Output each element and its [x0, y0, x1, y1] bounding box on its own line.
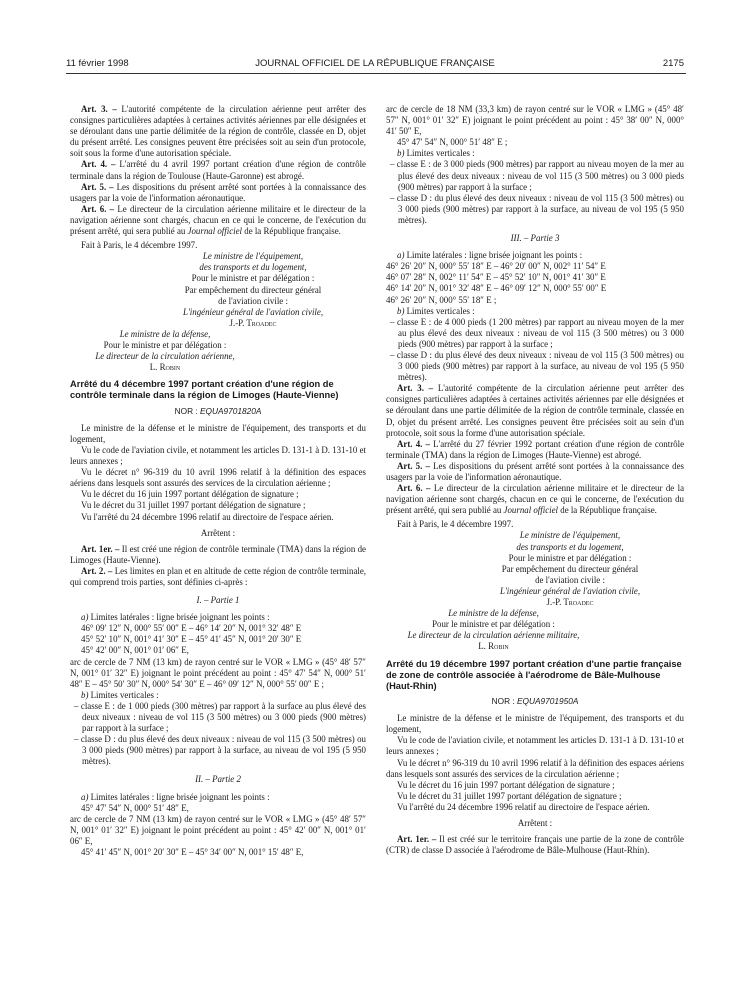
- class-d-limit: – classe D : du plus élevé des deux niveaux : niveau de vol 115 (3 500 mètres) ou 3 000 pieds (900 mètres) par rapport à la surface, au niveau de vol 195 (5 950 mètres).: [390, 192, 684, 225]
- right-column: [386, 104, 684, 856]
- arretent: Arrêtent :: [517, 818, 553, 829]
- visa: Vu le décret du 16 juin 1997 portant délégation de signature ;: [81, 489, 299, 500]
- lateral-limits: a) Limites latérales : ligne brisée joignant les points :: [81, 791, 270, 802]
- coordinates: 46° 07′ 28″ N, 002° 11′ 54″ E – 45° 52′ 10″ N, 001° 41′ 30″ E: [386, 272, 606, 283]
- article-1: Art. 1er. – Il est créé une région de contrôle terminale (TMA) dans la région de Limoges (Haute-Vienne).: [70, 543, 366, 565]
- class-e-limit: – classe E : de 3 000 pieds (900 mètres) par rapport au niveau moyen de la mer au plus élevé des deux niveaux : niveau de vol 115 (3 500 mètres) ou 3 000 pieds (900 mètres) par rapport à la surface ;: [390, 159, 684, 192]
- nor-reference: NOR : EQUA9701820A: [174, 405, 262, 416]
- class-d-limit: – classe D : du plus élevé des deux niveaux : niveau de vol 115 (3 500 mètres) ou 3 000 pieds (900 mètres) par rapport à la surface, au niveau de vol 195 (5 950 mètres).: [74, 734, 366, 767]
- visa: Vu le code de l'aviation civile, et notamment les articles D. 131-1 à D. 131-10 et leurs annexes ;: [70, 444, 366, 467]
- signature-block-defense: Le ministre de la défense, Pour le ministre et par délégation : Le directeur de la circulation aérienne, L. Robin: [95, 328, 235, 373]
- class-d-limit: – classe D : du plus élevé des deux niveaux : niveau de vol 115 (3 500 mètres) ou 3 000 pieds (900 mètres) par rapport à la surface, au niveau de vol 195 (5 950 mètres).: [390, 349, 684, 383]
- coordinates: 45° 52′ 10″ N, 001° 41′ 30″ E – 45° 41′ 45″ N, 001° 20′ 30″ E: [81, 634, 302, 645]
- page-number: 2175: [662, 58, 684, 69]
- page-header: [66, 58, 684, 72]
- lateral-limits: a) Limite latérales : ligne brisée joignant les points :: [397, 250, 583, 261]
- vertical-limits: b) Limites verticales :: [81, 689, 159, 700]
- preamble: Le ministre de la défense et le ministre de l'équipement, des transports et du logement,: [70, 422, 366, 444]
- class-e-limit: – classe E : de 4 000 pieds (1 200 mètres) par rapport au niveau moyen de la mer au plus élevé des deux niveaux : niveau de vol 115 (3 500 mètres) ou 3 000 pieds (900 mètres) par rapport à la surface ;: [390, 316, 684, 349]
- coordinates: 46° 26′ 20″ N, 000° 55′ 18″ E – 46° 20′ 00″ N, 002° 11′ 54″ E: [386, 261, 606, 272]
- visa: Vu le décret n° 96-319 du 10 avril 1996 relatif à la définition des espaces aériens dans lesquels sont assurés des services de la circulation aérienne ;: [70, 467, 366, 489]
- left-column: [70, 104, 366, 858]
- visa: Vu le code de l'aviation civile, et notamment les articles D. 131-1 à D. 131-10 et leurs annexes ;: [386, 735, 684, 757]
- article-6: Art. 6. – Le directeur de la circulation aérienne militaire et le directeur de la navigation aérienne sont chargés, chacun en ce qui le concerne, de l'exécution du présent arrêté, qui sera publié au Journal officiel de la République française.: [70, 203, 366, 237]
- signature-block-defense: Le ministre de la défense, Pour le ministre et par délégation : Le directeur de la circulation aérienne militaire, L. Robin: [407, 608, 580, 652]
- signature-block-equipment: Le ministre de l'équipement, des transports et du logement, Pour le ministre et par délégation : Par empêchement du directeur général de l'aviation civile : L'ingénieur général de l'aviation civile, J.-P. Troadec: [182, 251, 324, 328]
- vertical-limits: b) Limites verticales :: [397, 148, 475, 159]
- arc-description: arc de cercle de 7 NM (13 km) de rayon centré sur le VOR « LMG » (45° 48′ 57″ N, 001° 01′ 32″ E) joignant le point précédent au point : 45° 47′ 54″ N, 000° 51′ 48″ E – 45° 50′ 30″ N, 000° 54′ 30″ E – 46° 09′ 12″ N, 000° 55′ 00″ E ;: [70, 656, 366, 689]
- visa: Vu le décret du 31 juillet 1997 portant délégation de signature ;: [397, 790, 622, 801]
- lateral-limits: a) Limites latérales : ligne brisée joignant les points :: [81, 612, 270, 623]
- vertical-limits: b) Limites verticales :: [397, 305, 475, 316]
- article-4: Art. 4. – L'arrêté du 27 février 1992 portant création d'une région de contrôle terminale (TMA) dans la région de Limoges (Haute-Vienne) est abrogé.: [386, 438, 685, 460]
- arc-description: arc de cercle de 7 NM (13 km) de rayon centré sur le VOR « LMG » (45° 48′ 57″ N, 001° 01′ 32″ E) joignant le point précédent au point : 45° 42′ 00″ N, 001° 01′ 06″ E,: [70, 813, 366, 846]
- visa: Vu l'arrêté du 24 décembre 1996 relatif au directoire de l'espace aérien.: [81, 511, 334, 522]
- section-heading: III. – Partie 3: [510, 233, 560, 244]
- visa: Vu l'arrêté du 24 décembre 1996 relatif au directoire de l'espace aérien.: [397, 801, 650, 812]
- section-heading: I. – Partie 1: [196, 595, 240, 606]
- coordinates: 46° 09′ 12″ N, 000° 55′ 00″ E – 46° 14′ 20″ N, 001° 32′ 48″ E: [81, 623, 302, 634]
- coordinates: 46° 14′ 20″ N, 001° 32′ 48″ E – 46° 09′ 12″ N, 000° 55′ 00″ E: [386, 283, 607, 294]
- article-3: Art. 3. – L'autorité compétente de la circulation aérienne peut arrêter des consignes particulières adaptées à certaines activités aériennes par elle désignées et se déroulant dans une partie délimitée de la région de contrôle, classée en D, objet du présent arrêté. Les consignes peuvent être précisées soit au sein d'un protocole, soit sous la forme d'une autorisation spéciale.: [70, 104, 366, 159]
- visa: Vu le décret n° 96-319 du 10 avril 1996 relatif à la définition des espaces aériens dans lesquels sont assurés des services de la circulation aérienne ;: [386, 757, 684, 779]
- coordinates: 45° 47′ 54″ N, 000° 51′ 48″ E ;: [397, 137, 508, 148]
- article-2: Art. 2. – Les limites en plan et en altitude de cette région de contrôle terminale, qui comprend trois parties, sont définies ci-après :: [70, 565, 367, 587]
- signature-date: Fait à Paris, le 4 décembre 1997.: [397, 519, 514, 530]
- arc-description: arc de cercle de 18 NM (33,3 km) de rayon centré sur le VOR « LMG » (45° 48′ 57″ N, 001° 01′ 32″ E) joignant le point précédent au point : 45° 38′ 00″ N, 000° 41′ 50″ E,: [386, 104, 684, 137]
- coordinates: 45° 47′ 54″ N, 000° 51′ 48″ E,: [81, 802, 189, 813]
- signature-block-equipment: Le ministre de l'équipement, des transports et du logement, Pour le ministre et par délégation : Par empêchement du directeur général de l'aviation civile : L'ingénieur général de l'aviation civile, J.-P. Troadec: [499, 530, 641, 608]
- header-date: 11 février 1998: [66, 58, 129, 69]
- article-1: Art. 1er. – Il est créé sur le territoire français une partie de la zone de contrôle (CTR) de classe D associée à l'aérodrome de Bâle-Mulhouse (Haut-Rhin).: [386, 834, 684, 856]
- coordinates: 46° 26′ 20″ N, 000° 55′ 18″ E ;: [386, 294, 497, 305]
- nor-reference: NOR : EQUA9701950A: [491, 696, 579, 707]
- class-e-limit: – classe E : de 1 000 pieds (300 mètres) par rapport à la surface au plus élevé des deux niveaux : niveau de vol 115 (3 500 mètres) ou 3 000 pieds (900 mètres) par rapport à la surface ;: [74, 700, 366, 734]
- section-heading: II. – Partie 2: [195, 774, 241, 785]
- visa: Vu le décret du 16 juin 1997 portant délégation de signature ;: [397, 779, 615, 790]
- article-5: Art. 5. – Les dispositions du présent arrêté sont portées à la connaissance des usagers par la voie de l'information aéronautique.: [386, 460, 684, 482]
- coordinates: 45° 42′ 00″ N, 001° 01′ 06″ E,: [81, 645, 189, 656]
- visa: Vu le décret du 31 juillet 1997 portant délégation de signature ;: [81, 500, 306, 511]
- article-3: Art. 3. – L'autorité compétente de la circulation aérienne peut arrêter des consignes particulières adaptées à certaines activités aériennes par elle désignées et se déroulant dans une partie délimitée de la région de contrôle terminale, classée en D, objet du présent arrêté. Les consignes peuvent être précisées soit au sein d'un protocole, soit sous la forme d'une autorisation spéciale.: [386, 383, 684, 438]
- article-5: Art. 5. – Les dispositions du présent arrêté sont portées à la connaissance des usagers par la voie de l'information aéronautique.: [70, 181, 367, 203]
- decree-title: Arrêté du 4 décembre 1997 portant création d'une région de contrôle terminale dans la région de Limoges (Haute-Vienne): [70, 379, 339, 401]
- arretent: Arrêtent :: [200, 527, 236, 538]
- coordinates: 45° 41′ 45″ N, 001° 20′ 30″ E – 45° 34′ 00″ N, 001° 15′ 48″ E,: [81, 847, 304, 858]
- article-4: Art. 4. – L'arrêté du 4 avril 1997 portant création d'une région de contrôle terminale dans la région de Toulouse (Haute-Garonne) est abrogé.: [70, 159, 366, 181]
- preamble: Le ministre de la défense et le ministre de l'équipement, des transports et du logement,: [386, 713, 684, 735]
- header-rule: [66, 73, 686, 74]
- signature-date: Fait à Paris, le 4 décembre 1997.: [81, 240, 198, 251]
- decree-title: Arrêté du 19 décembre 1997 portant création d'une partie française de zone de contrôle associée à l'aérodrome de Bâle-Mulhouse (Haut-Rhin): [386, 658, 682, 691]
- header-title: JOURNAL OFFICIEL DE LA RÉPUBLIQUE FRANÇAISE: [255, 58, 495, 69]
- article-6: Art. 6. – Le directeur de la circulation aérienne militaire et le directeur de la navigation aérienne sont chargés, chacun en ce qui le concerne, de l'exécution du présent arrêté, qui sera publié au Journal officiel de la République française.: [386, 483, 685, 516]
